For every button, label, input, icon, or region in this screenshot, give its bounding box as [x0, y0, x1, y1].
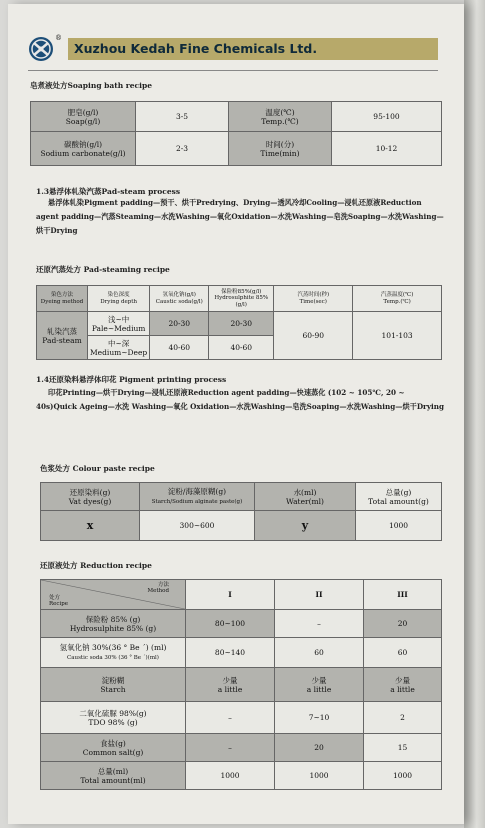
cell-value: –: [186, 702, 275, 734]
cell-value: 15: [364, 734, 442, 762]
steam-time-value: 60-90: [274, 312, 353, 360]
total-amount-label: 总量(ml) Total amount(ml): [41, 762, 186, 790]
column-i: I: [186, 580, 275, 610]
soap-value: 3-5: [136, 102, 229, 132]
table-row: [37, 312, 442, 336]
cell-value: 60: [275, 638, 364, 668]
cell-value: 60: [364, 638, 442, 668]
cell-value: 20: [364, 610, 442, 638]
registered-mark: ®: [55, 34, 62, 42]
table-row: [41, 668, 442, 702]
section-1-3-title: 1.3悬浮体轧染汽蒸Pad-steam process: [36, 187, 181, 196]
cell-value: 80~140: [186, 638, 275, 668]
caustic-value: 40-60: [150, 336, 209, 360]
caustic-value: 20-30: [150, 312, 209, 336]
caustic-soda-label: 氢氧化钠 30%(36 ° Be ˊ) (ml) Caustic soda 30% (36 ° Be ˊ)(ml): [41, 638, 186, 668]
reduction-table: [40, 579, 442, 790]
table-row: [37, 286, 442, 312]
vat-dyes-value: x: [41, 511, 140, 541]
soaping-title: 皂煮液处方Soaping bath recipe: [30, 81, 152, 90]
header-time: 汽蒸时间(秒) Time(sec): [274, 286, 353, 312]
header-dyeing-method: 染色方法 Dyeing method: [37, 286, 88, 312]
header-water: 水(ml) Water(ml): [255, 483, 356, 511]
cell-value: 1000: [364, 762, 442, 790]
common-salt-label: 食盐(g) Common salt(g): [41, 734, 186, 762]
starch-label: 淀粉糊 Starch: [41, 668, 186, 702]
colour-paste-table: [40, 482, 442, 541]
temp-value: 95-100: [332, 102, 442, 132]
column-iii: III: [364, 580, 442, 610]
header-divider: [28, 70, 438, 71]
table-row: [41, 483, 442, 511]
cell-value: –: [186, 734, 275, 762]
tdo-label: 二氧化硫脲 98%(g) TDO 98% (g): [41, 702, 186, 734]
reduction-title: 还原液处方 Reduction recipe: [40, 561, 152, 570]
header-hydrosulphite: 保险粉85%(g/l) Hydrosulphite 85% (g/l): [209, 286, 274, 312]
temp-label: 温度(℃) Temp.(℃): [229, 102, 332, 132]
table-row: [41, 610, 442, 638]
cell-value: 1000: [275, 762, 364, 790]
recipe-method-corner: 方法 Method 处方 Recipe: [41, 580, 186, 610]
steam-temp-value: 101-103: [353, 312, 442, 360]
colour-paste-title: 色浆处方 Colour paste recipe: [40, 464, 155, 473]
sodium-carbonate-label: 碳酸钠(g/l) Sodium carbonate(g/l): [31, 132, 136, 166]
cell-value: –: [275, 610, 364, 638]
time-value: 10-12: [332, 132, 442, 166]
page-edge: [464, 0, 485, 828]
header-vat-dyes: 还原染料(g) Vat dyes(g): [41, 483, 140, 511]
hydro-value: 20-30: [209, 312, 274, 336]
table-row: [41, 762, 442, 790]
header-temp: 汽蒸温度(℃) Temp.(℃): [353, 286, 442, 312]
time-label: 时间(分) Time(min): [229, 132, 332, 166]
soap-label: 肥皂(g/l) Soap(g/l): [31, 102, 136, 132]
table-row: [31, 102, 442, 132]
cell-value: 1000: [186, 762, 275, 790]
cell-value: 少量 a little: [364, 668, 442, 702]
company-logo-icon: [28, 36, 54, 62]
cell-value: 80~100: [186, 610, 275, 638]
starch-paste-value: 300~600: [140, 511, 255, 541]
section-1-3-text: 悬浮体轧染Pigment padding—预干、烘干Predrying、Drying—透风冷却Cooling—浸轧还原液Reduction agent padding—汽蒸Steaming—水洗Washing—氧化Oxidation—水洗Washing—皂洗Soaping—水洗Washing—烘干Drying: [36, 198, 444, 235]
water-value: y: [255, 511, 356, 541]
cell-value: 7~10: [275, 702, 364, 734]
table-row: [41, 702, 442, 734]
soaping-table: [30, 101, 442, 166]
cell-value: 20: [275, 734, 364, 762]
header-caustic: 氢氧化钠(g/l) Caustic soda(g/l): [150, 286, 209, 312]
table-row: [41, 580, 442, 610]
cell-value: 少量 a little: [275, 668, 364, 702]
hydro-value: 40-60: [209, 336, 274, 360]
table-row: [41, 734, 442, 762]
pad-steaming-table: [36, 285, 442, 360]
page-header: [28, 36, 438, 62]
table-row: [41, 511, 442, 541]
depth-medium-deep: 中~深 Medium~Deep: [88, 336, 150, 360]
table-row: [31, 132, 442, 166]
section-1-4-text: 印花Printing—烘干Drying—浸轧还原液Reduction agent padding—快速蒸化 (102 ~ 105℃, 20 ~ 40s)Quick Ageing—水洗 Washing—氧化 Oxidation—水洗Washing—皂洗Soaping—水洗Washing—烘干Drying: [36, 388, 444, 411]
sodium-carbonate-value: 2-3: [136, 132, 229, 166]
pad-steaming-title: 还原汽蒸处方 Pad-steaming recipe: [36, 265, 170, 274]
header-total: 总量(g) Total amount(g): [356, 483, 442, 511]
table-row: [41, 638, 442, 668]
depth-pale-medium: 浅~中 Pale~Medium: [88, 312, 150, 336]
method-pad-steam: 轧染汽蒸 Pad-steam: [37, 312, 88, 360]
column-ii: II: [275, 580, 364, 610]
hydrosulphite-label: 保险粉 85% (g) Hydrosulphite 85% (g): [41, 610, 186, 638]
header-depth: 染色深度 Drying depth: [88, 286, 150, 312]
company-name-banner: Xuzhou Kedah Fine Chemicals Ltd.: [68, 38, 438, 60]
section-1-4-title: 1.4还原染料悬浮体印花 Pigment printing process: [36, 375, 227, 384]
total-value: 1000: [356, 511, 442, 541]
cell-value: 2: [364, 702, 442, 734]
cell-value: 少量 a little: [186, 668, 275, 702]
header-starch-paste: 淀粉/海藻原糊(g) Starch/Sodium alginate paste(g): [140, 483, 255, 511]
diagonal-divider: [41, 580, 185, 609]
